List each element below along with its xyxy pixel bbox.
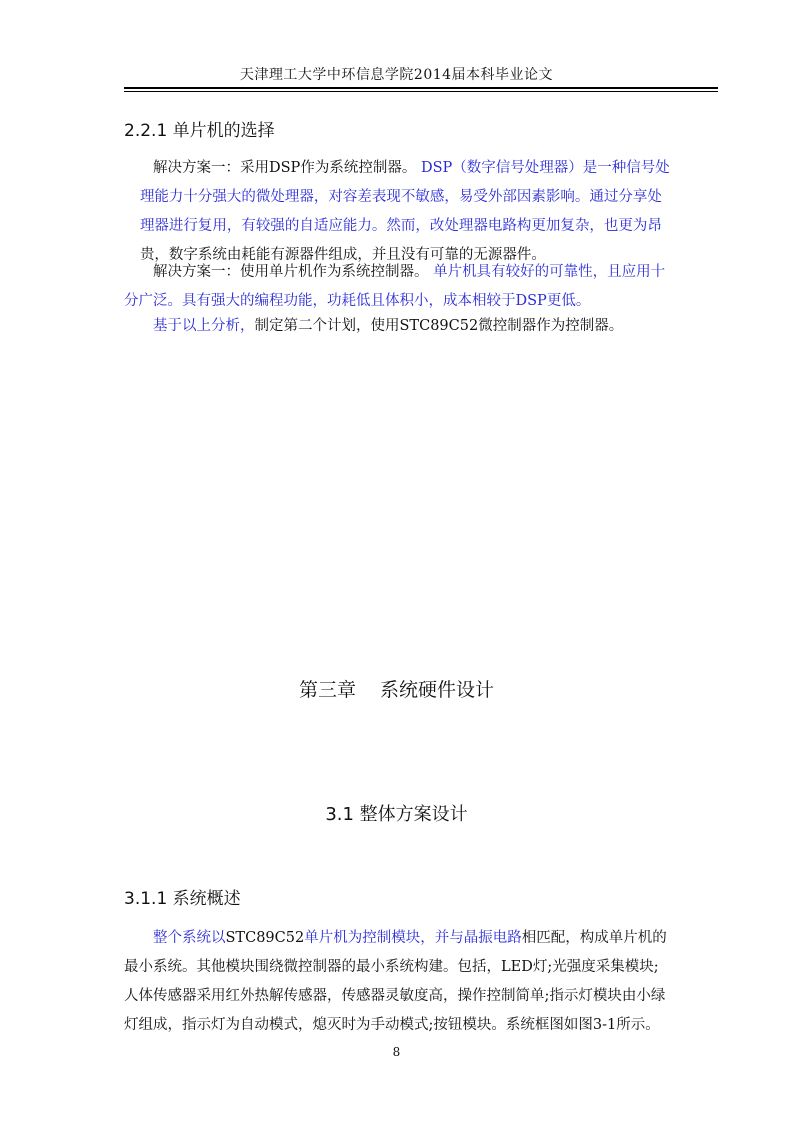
- paragraph-line: [124, 258, 724, 287]
- paragraph-line: 最小系统。其他模块围绕微控制器的最小系统构建。包括，LED灯;光强度采集模块;: [124, 959, 659, 975]
- option-one-paragraph: [124, 154, 724, 270]
- paragraph-line: 分广泛。具有强大的编程功能，功耗低且体积小，成本相较于DSP更低。: [124, 293, 591, 309]
- paragraph-line: 灯组成，指示灯为自动模式，熄灭时为手动模式;按钮模块。系统框图如图3-1所示。: [124, 1017, 660, 1033]
- paragraph-line: 人体传感器采用红外热解传感器，传感器灵敏度高，操作控制简单;指示灯模块由小绿: [124, 988, 666, 1004]
- chapter-number: 第三章: [298, 679, 356, 701]
- highlighted-text: 基于以上分析，: [153, 318, 255, 334]
- paragraph-line: [124, 154, 724, 183]
- page-number: 8: [392, 1045, 401, 1059]
- paragraph-line: 理器进行复用，有较强的自适应能力。然而，改处理器电路构更加复杂，也更为昂: [139, 218, 662, 234]
- chapter-name: 系统硬件设计: [380, 679, 495, 701]
- paragraph-text: STC89C52: [225, 930, 305, 946]
- paragraph-text: 解决方案一：使用单片机作为系统控制器。: [153, 264, 429, 280]
- section-heading-3-1-1: 3.1.1 系统概述: [124, 889, 241, 909]
- chapter-title: [0, 675, 793, 702]
- running-header: 天津理工大学中环信息学院2014届本科毕业论文: [239, 67, 554, 83]
- highlighted-text: 单片机具有较好的可靠性，且应用十: [433, 264, 666, 280]
- option-two-paragraph: [124, 258, 724, 316]
- paragraph-line: [124, 924, 724, 953]
- system-overview-paragraph: [124, 924, 724, 1040]
- section-heading-2-2-1: 2.2.1 单片机的选择: [124, 121, 275, 141]
- highlighted-text: 单片机为控制模块，并与晶振电路: [304, 930, 522, 946]
- header-rule-thin: [124, 91, 718, 92]
- paragraph-line: [124, 312, 724, 341]
- paragraph-line: 贵，数字系统由耗能有源器件组成，并且没有可靠的无源器件。: [139, 247, 546, 263]
- highlighted-text: DSP（数字信号处理器）是一种信号处: [420, 160, 670, 176]
- header-rule-thick: [124, 87, 718, 89]
- highlighted-text: 整个系统以: [153, 930, 226, 946]
- paragraph-text: 相匹配，构成单片机的: [521, 930, 667, 946]
- paragraph-line: 理能力十分强大的微处理器，对容差表现不敏感，易受外部因素影响。通过分享处: [139, 189, 662, 205]
- paragraph-text: 制定第二个计划，使用STC89C52微控制器作为控制器。: [254, 318, 624, 334]
- paragraph-text: 解决方案一：采用DSP作为系统控制器。: [153, 160, 417, 176]
- conclusion-paragraph: [124, 312, 724, 341]
- section-heading-3-1: 3.1 整体方案设计: [325, 804, 468, 825]
